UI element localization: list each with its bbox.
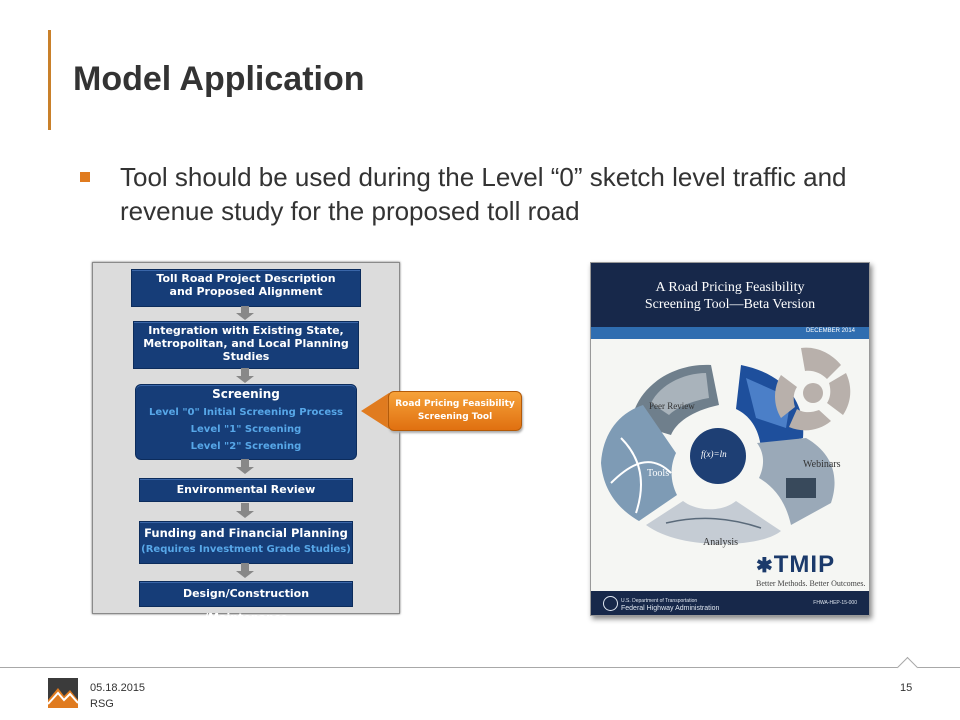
footer-org: RSG <box>90 698 114 710</box>
report-label-webinars: Webinars <box>803 459 841 470</box>
screening-level-0: Level "0" Initial Screening Process <box>148 407 344 418</box>
report-footer-line-1: U.S. Department of Transportation <box>621 598 698 604</box>
tmip-star-icon: ✱ <box>756 555 774 577</box>
report-label-tools: Tools <box>647 468 670 479</box>
report-pub-number: FHWA-HEP-15-000 <box>813 600 857 606</box>
callout-line-2: Screening Tool <box>417 412 493 422</box>
rsg-logo-icon <box>48 678 78 708</box>
screening-level-1: Level "1" Screening <box>190 424 302 435</box>
tmip-brand <box>756 551 866 588</box>
flow-box-funding-title: Funding and Financial Planning <box>144 526 348 540</box>
report-footer <box>591 591 869 615</box>
tmip-wordmark: TMIP <box>773 551 836 578</box>
flow-connector <box>241 368 249 377</box>
flow-box-environmental-review <box>139 478 353 502</box>
report-title <box>591 279 869 313</box>
report-label-peer-review: Peer Review <box>649 401 695 411</box>
footer-divider <box>0 667 960 668</box>
flow-box-screening-title: Screening <box>212 387 280 401</box>
flow-box-environmental-review-label: Environmental Review <box>176 483 316 496</box>
report-center-formula: f(x)=ln <box>701 449 727 459</box>
tmip-tagline: Better Methods. Better Outcomes. <box>756 579 866 588</box>
report-footer-line-2: Federal Highway Administration <box>621 605 720 612</box>
flow-box-integration <box>133 321 359 369</box>
report-title-line-1: A Road Pricing Feasibility <box>655 280 805 295</box>
flow-box-design <box>139 581 353 624</box>
flow-box-funding <box>139 521 353 564</box>
footer-notch <box>897 657 918 678</box>
flowchart <box>92 262 400 624</box>
flow-connector <box>241 563 249 572</box>
footer-date: 05.18.2015 <box>90 682 146 694</box>
report-collage <box>591 343 869 553</box>
flow-box-project-description-label: Toll Road Project Description and Proposed Alignment <box>156 272 336 298</box>
callout-screening-tool <box>388 391 522 431</box>
flow-connector <box>241 306 249 314</box>
flow-box-design-label: Design/Construction /Maintenance <box>182 587 310 624</box>
title-accent-bar <box>48 30 51 130</box>
report-date: DECEMBER 2014 <box>805 328 855 334</box>
flow-connector <box>241 459 249 468</box>
flow-box-funding-sub: (Requires Investment Grade Studies) <box>141 544 351 555</box>
bullet-marker <box>80 172 90 182</box>
page-number: 15 <box>900 682 913 694</box>
callout-arrow <box>361 393 389 429</box>
flow-connector <box>241 503 249 512</box>
report-footer-text <box>621 597 719 613</box>
dot-seal-icon <box>603 596 618 611</box>
screening-level-2: Level "2" Screening <box>190 441 302 452</box>
report-cover <box>590 262 870 616</box>
slide-title: Model Application <box>73 60 365 98</box>
report-title-line-2: Screening Tool—Beta Version <box>644 297 816 312</box>
flow-box-integration-label: Integration with Existing State, Metropolitan, and Local Planning Studies <box>143 324 349 363</box>
tmip-logo <box>756 551 866 579</box>
flow-box-project-description <box>131 269 361 307</box>
report-label-analysis: Analysis <box>703 537 738 548</box>
flow-box-screening <box>135 384 357 460</box>
callout-line-1: Road Pricing Feasibility <box>395 399 515 409</box>
bullet-text: Tool should be used during the Level “0” sketch level traffic and revenue study for the proposed toll road <box>120 162 847 226</box>
